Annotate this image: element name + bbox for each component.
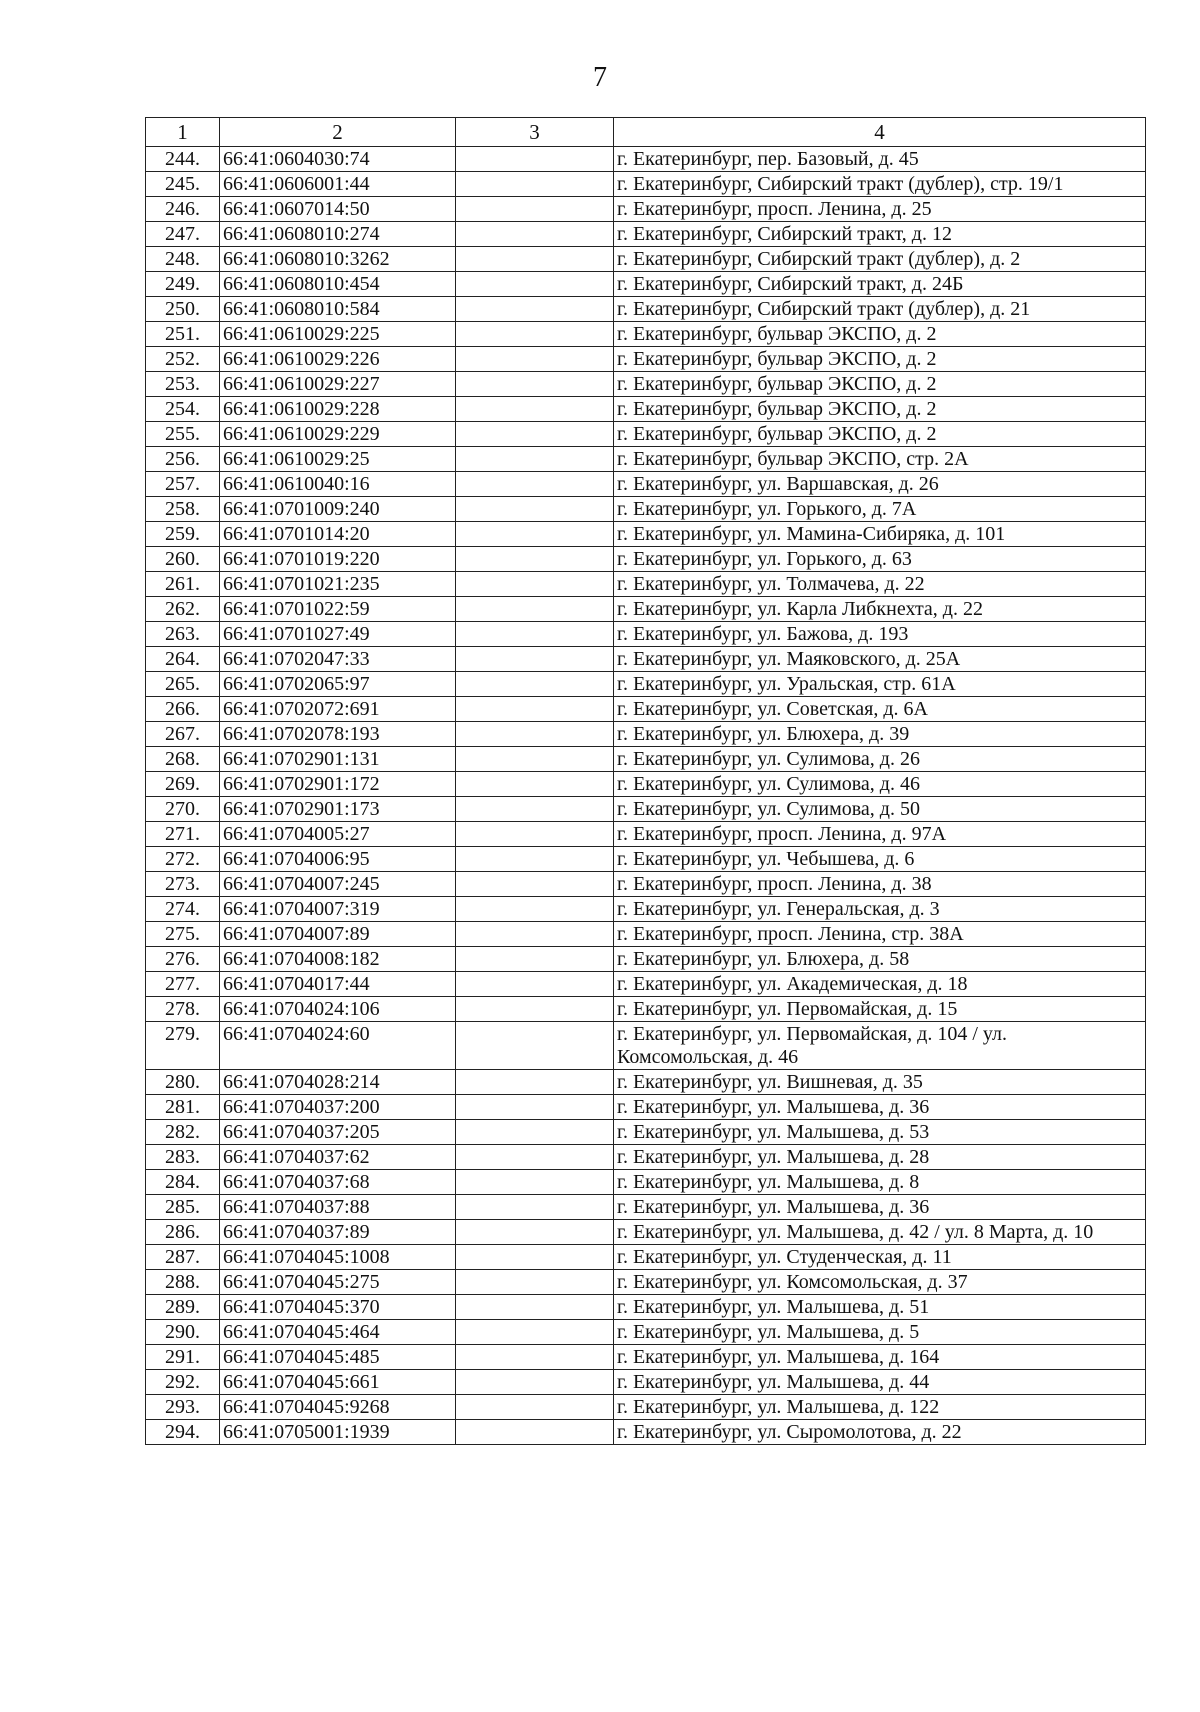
table-row	[146, 797, 1146, 822]
table-row	[146, 622, 1146, 647]
row-number: 287.	[146, 1245, 220, 1270]
table-row	[146, 697, 1146, 722]
column-3-cell	[456, 1070, 614, 1095]
row-number: 274.	[146, 897, 220, 922]
address-cell: г. Екатеринбург, ул. Мамина-Сибиряка, д. 101	[614, 522, 1146, 547]
table-row	[146, 372, 1146, 397]
row-number: 245.	[146, 172, 220, 197]
cadastral-number: 66:41:0604030:74	[220, 147, 456, 172]
row-number: 269.	[146, 772, 220, 797]
address-cell: г. Екатеринбург, ул. Малышева, д. 36	[614, 1195, 1146, 1220]
address-cell: г. Екатеринбург, Сибирский тракт (дублер), д. 21	[614, 297, 1146, 322]
table-row	[146, 997, 1146, 1022]
row-number: 268.	[146, 747, 220, 772]
address-cell: г. Екатеринбург, ул. Сулимова, д. 46	[614, 772, 1146, 797]
column-3-cell	[456, 1295, 614, 1320]
header-col-4: 4	[614, 118, 1146, 147]
column-3-cell	[456, 722, 614, 747]
address-cell: г. Екатеринбург, просп. Ленина, д. 25	[614, 197, 1146, 222]
column-3-cell	[456, 1145, 614, 1170]
table-row	[146, 747, 1146, 772]
column-3-cell	[456, 1420, 614, 1445]
column-3-cell	[456, 347, 614, 372]
address-cell: г. Екатеринбург, пер. Базовый, д. 45	[614, 147, 1146, 172]
address-cell: г. Екатеринбург, ул. Горького, д. 7А	[614, 497, 1146, 522]
row-number: 290.	[146, 1320, 220, 1345]
cadastral-number: 66:41:0702065:97	[220, 672, 456, 697]
cadastral-number: 66:41:0610029:25	[220, 447, 456, 472]
column-3-cell	[456, 422, 614, 447]
address-cell: г. Екатеринбург, ул. Генеральская, д. 3	[614, 897, 1146, 922]
row-number: 272.	[146, 847, 220, 872]
address-cell: г. Екатеринбург, бульвар ЭКСПО, стр. 2А	[614, 447, 1146, 472]
row-number: 256.	[146, 447, 220, 472]
column-3-cell	[456, 1195, 614, 1220]
column-3-cell	[456, 1022, 614, 1070]
table-header	[146, 118, 1146, 147]
address-cell: г. Екатеринбург, бульвар ЭКСПО, д. 2	[614, 347, 1146, 372]
address-cell: г. Екатеринбург, ул. Малышева, д. 164	[614, 1345, 1146, 1370]
table-row	[146, 597, 1146, 622]
cadastral-number: 66:41:0704045:464	[220, 1320, 456, 1345]
table-row	[146, 1320, 1146, 1345]
column-3-cell	[456, 1245, 614, 1270]
column-3-cell	[456, 397, 614, 422]
address-cell: г. Екатеринбург, ул. Малышева, д. 36	[614, 1095, 1146, 1120]
table-row	[146, 322, 1146, 347]
cadastral-number: 66:41:0704037:88	[220, 1195, 456, 1220]
row-number: 273.	[146, 872, 220, 897]
cadastral-number: 66:41:0610029:229	[220, 422, 456, 447]
table-row	[146, 1095, 1146, 1120]
cadastral-number: 66:41:0608010:3262	[220, 247, 456, 272]
address-cell: г. Екатеринбург, ул. Первомайская, д. 104 / ул. Комсомольская, д. 46	[614, 1022, 1146, 1070]
cadastral-number: 66:41:0704024:60	[220, 1022, 456, 1070]
row-number: 251.	[146, 322, 220, 347]
column-3-cell	[456, 497, 614, 522]
cadastral-number: 66:41:0704045:9268	[220, 1395, 456, 1420]
column-3-cell	[456, 947, 614, 972]
cadastral-number: 66:41:0610029:226	[220, 347, 456, 372]
table-row	[146, 472, 1146, 497]
table-row	[146, 1245, 1146, 1270]
row-number: 250.	[146, 297, 220, 322]
address-cell: г. Екатеринбург, ул. Студенческая, д. 11	[614, 1245, 1146, 1270]
cadastral-number: 66:41:0705001:1939	[220, 1420, 456, 1445]
table-row	[146, 1295, 1146, 1320]
registry-table	[145, 117, 1146, 1445]
table-row	[146, 672, 1146, 697]
address-cell: г. Екатеринбург, ул. Маяковского, д. 25А	[614, 647, 1146, 672]
column-3-cell	[456, 1120, 614, 1145]
row-number: 267.	[146, 722, 220, 747]
column-3-cell	[456, 322, 614, 347]
column-3-cell	[456, 297, 614, 322]
header-col-3: 3	[456, 118, 614, 147]
cadastral-number: 66:41:0704037:68	[220, 1170, 456, 1195]
cadastral-number: 66:41:0608010:454	[220, 272, 456, 297]
column-3-cell	[456, 1220, 614, 1245]
row-number: 281.	[146, 1095, 220, 1120]
table-row	[146, 147, 1146, 172]
address-cell: г. Екатеринбург, ул. Блюхера, д. 58	[614, 947, 1146, 972]
cadastral-number: 66:41:0704028:214	[220, 1070, 456, 1095]
address-cell: г. Екатеринбург, ул. Малышева, д. 5	[614, 1320, 1146, 1345]
row-number: 252.	[146, 347, 220, 372]
table-row	[146, 1395, 1146, 1420]
row-number: 292.	[146, 1370, 220, 1395]
cadastral-number: 66:41:0701009:240	[220, 497, 456, 522]
row-number: 261.	[146, 572, 220, 597]
column-3-cell	[456, 572, 614, 597]
address-cell: г. Екатеринбург, ул. Первомайская, д. 15	[614, 997, 1146, 1022]
column-3-cell	[456, 1370, 614, 1395]
table-row	[146, 447, 1146, 472]
address-cell: г. Екатеринбург, бульвар ЭКСПО, д. 2	[614, 372, 1146, 397]
row-number: 288.	[146, 1270, 220, 1295]
cadastral-number: 66:41:0701019:220	[220, 547, 456, 572]
cadastral-number: 66:41:0701021:235	[220, 572, 456, 597]
table-row	[146, 972, 1146, 997]
address-cell: г. Екатеринбург, ул. Карла Либкнехта, д. 22	[614, 597, 1146, 622]
column-3-cell	[456, 997, 614, 1022]
cadastral-number: 66:41:0701014:20	[220, 522, 456, 547]
cadastral-number: 66:41:0704045:370	[220, 1295, 456, 1320]
cadastral-number: 66:41:0704037:200	[220, 1095, 456, 1120]
address-cell: г. Екатеринбург, просп. Ленина, стр. 38А	[614, 922, 1146, 947]
row-number: 266.	[146, 697, 220, 722]
column-3-cell	[456, 272, 614, 297]
row-number: 291.	[146, 1345, 220, 1370]
cadastral-number: 66:41:0702901:173	[220, 797, 456, 822]
cadastral-number: 66:41:0704006:95	[220, 847, 456, 872]
cadastral-number: 66:41:0701022:59	[220, 597, 456, 622]
row-number: 278.	[146, 997, 220, 1022]
header-row	[146, 118, 1146, 147]
table-row	[146, 1120, 1146, 1145]
row-number: 282.	[146, 1120, 220, 1145]
address-cell: г. Екатеринбург, ул. Горького, д. 63	[614, 547, 1146, 572]
column-3-cell	[456, 597, 614, 622]
column-3-cell	[456, 772, 614, 797]
table-row	[146, 1145, 1146, 1170]
column-3-cell	[456, 372, 614, 397]
cadastral-number: 66:41:0704045:485	[220, 1345, 456, 1370]
cadastral-number: 66:41:0704037:89	[220, 1220, 456, 1245]
address-cell: г. Екатеринбург, бульвар ЭКСПО, д. 2	[614, 322, 1146, 347]
column-3-cell	[456, 147, 614, 172]
table-row	[146, 1370, 1146, 1395]
row-number: 276.	[146, 947, 220, 972]
table-row	[146, 297, 1146, 322]
address-cell: г. Екатеринбург, ул. Вишневая, д. 35	[614, 1070, 1146, 1095]
table-row	[146, 1345, 1146, 1370]
column-3-cell	[456, 847, 614, 872]
table-row	[146, 1022, 1146, 1070]
address-cell: г. Екатеринбург, ул. Малышева, д. 8	[614, 1170, 1146, 1195]
table-row	[146, 247, 1146, 272]
row-number: 264.	[146, 647, 220, 672]
table-row	[146, 1195, 1146, 1220]
address-cell: г. Екатеринбург, ул. Сыромолотова, д. 22	[614, 1420, 1146, 1445]
table-row	[146, 1270, 1146, 1295]
column-3-cell	[456, 172, 614, 197]
address-cell: г. Екатеринбург, ул. Толмачева, д. 22	[614, 572, 1146, 597]
row-number: 246.	[146, 197, 220, 222]
row-number: 286.	[146, 1220, 220, 1245]
row-number: 277.	[146, 972, 220, 997]
table-row	[146, 847, 1146, 872]
row-number: 270.	[146, 797, 220, 822]
address-cell: г. Екатеринбург, просп. Ленина, д. 97А	[614, 822, 1146, 847]
address-cell: г. Екатеринбург, ул. Малышева, д. 44	[614, 1370, 1146, 1395]
row-number: 289.	[146, 1295, 220, 1320]
table-row	[146, 922, 1146, 947]
cadastral-number: 66:41:0704045:661	[220, 1370, 456, 1395]
row-number: 262.	[146, 597, 220, 622]
cadastral-number: 66:41:0704007:89	[220, 922, 456, 947]
table-row	[146, 872, 1146, 897]
column-3-cell	[456, 1320, 614, 1345]
cadastral-number: 66:41:0610040:16	[220, 472, 456, 497]
table-row	[146, 547, 1146, 572]
column-3-cell	[456, 797, 614, 822]
cadastral-number: 66:41:0702078:193	[220, 722, 456, 747]
address-cell: г. Екатеринбург, ул. Академическая, д. 18	[614, 972, 1146, 997]
page-number: 7	[593, 62, 607, 93]
row-number: 263.	[146, 622, 220, 647]
column-3-cell	[456, 222, 614, 247]
cadastral-number: 66:41:0704008:182	[220, 947, 456, 972]
address-cell: г. Екатеринбург, ул. Бажова, д. 193	[614, 622, 1146, 647]
table-row	[146, 522, 1146, 547]
table-row	[146, 197, 1146, 222]
cadastral-number: 66:41:0608010:274	[220, 222, 456, 247]
row-number: 284.	[146, 1170, 220, 1195]
address-cell: г. Екатеринбург, просп. Ленина, д. 38	[614, 872, 1146, 897]
table-row	[146, 222, 1146, 247]
column-3-cell	[456, 1095, 614, 1120]
cadastral-number: 66:41:0610029:227	[220, 372, 456, 397]
address-cell: г. Екатеринбург, Сибирский тракт, д. 12	[614, 222, 1146, 247]
column-3-cell	[456, 747, 614, 772]
table-row	[146, 272, 1146, 297]
table-row	[146, 772, 1146, 797]
table-body	[146, 147, 1146, 1445]
table-row	[146, 947, 1146, 972]
column-3-cell	[456, 647, 614, 672]
column-3-cell	[456, 247, 614, 272]
address-cell: г. Екатеринбург, ул. Советская, д. 6А	[614, 697, 1146, 722]
address-cell: г. Екатеринбург, Сибирский тракт (дублер), д. 2	[614, 247, 1146, 272]
cadastral-number: 66:41:0608010:584	[220, 297, 456, 322]
cadastral-number: 66:41:0704045:1008	[220, 1245, 456, 1270]
table-row	[146, 397, 1146, 422]
column-3-cell	[456, 547, 614, 572]
address-cell: г. Екатеринбург, бульвар ЭКСПО, д. 2	[614, 397, 1146, 422]
row-number: 253.	[146, 372, 220, 397]
column-3-cell	[456, 447, 614, 472]
address-cell: г. Екатеринбург, бульвар ЭКСПО, д. 2	[614, 422, 1146, 447]
table-row	[146, 822, 1146, 847]
cadastral-number: 66:41:0610029:225	[220, 322, 456, 347]
address-cell: г. Екатеринбург, ул. Малышева, д. 53	[614, 1120, 1146, 1145]
column-3-cell	[456, 522, 614, 547]
table-row	[146, 1420, 1146, 1445]
row-number: 265.	[146, 672, 220, 697]
row-number: 244.	[146, 147, 220, 172]
row-number: 280.	[146, 1070, 220, 1095]
table-row	[146, 1170, 1146, 1195]
row-number: 257.	[146, 472, 220, 497]
column-3-cell	[456, 622, 614, 647]
table-row	[146, 497, 1146, 522]
cadastral-number: 66:41:0702072:691	[220, 697, 456, 722]
address-cell: г. Екатеринбург, ул. Варшавская, д. 26	[614, 472, 1146, 497]
column-3-cell	[456, 872, 614, 897]
table-row	[146, 1220, 1146, 1245]
row-number: 260.	[146, 547, 220, 572]
cadastral-number: 66:41:0610029:228	[220, 397, 456, 422]
cadastral-number: 66:41:0702901:131	[220, 747, 456, 772]
cadastral-number: 66:41:0704007:245	[220, 872, 456, 897]
column-3-cell	[456, 1170, 614, 1195]
row-number: 285.	[146, 1195, 220, 1220]
table-row	[146, 647, 1146, 672]
address-cell: г. Екатеринбург, ул. Уральская, стр. 61А	[614, 672, 1146, 697]
cadastral-number: 66:41:0704005:27	[220, 822, 456, 847]
row-number: 294.	[146, 1420, 220, 1445]
cadastral-number: 66:41:0704045:275	[220, 1270, 456, 1295]
cadastral-number: 66:41:0607014:50	[220, 197, 456, 222]
column-3-cell	[456, 972, 614, 997]
table-row	[146, 1070, 1146, 1095]
cadastral-number: 66:41:0702047:33	[220, 647, 456, 672]
row-number: 248.	[146, 247, 220, 272]
cadastral-number: 66:41:0704007:319	[220, 897, 456, 922]
address-cell: г. Екатеринбург, ул. Комсомольская, д. 37	[614, 1270, 1146, 1295]
row-number: 271.	[146, 822, 220, 847]
address-cell: г. Екатеринбург, ул. Чебышева, д. 6	[614, 847, 1146, 872]
row-number: 293.	[146, 1395, 220, 1420]
address-cell: г. Екатеринбург, Сибирский тракт (дублер), стр. 19/1	[614, 172, 1146, 197]
header-col-1: 1	[146, 118, 220, 147]
column-3-cell	[456, 1270, 614, 1295]
column-3-cell	[456, 922, 614, 947]
table-row	[146, 422, 1146, 447]
column-3-cell	[456, 697, 614, 722]
address-cell: г. Екатеринбург, ул. Сулимова, д. 26	[614, 747, 1146, 772]
column-3-cell	[456, 822, 614, 847]
cadastral-number: 66:41:0704017:44	[220, 972, 456, 997]
column-3-cell	[456, 672, 614, 697]
row-number: 249.	[146, 272, 220, 297]
table-row	[146, 722, 1146, 747]
row-number: 259.	[146, 522, 220, 547]
address-cell: г. Екатеринбург, ул. Малышева, д. 42 / ул. 8 Марта, д. 10	[614, 1220, 1146, 1245]
table-row	[146, 347, 1146, 372]
cadastral-number: 66:41:0606001:44	[220, 172, 456, 197]
cadastral-number: 66:41:0704037:205	[220, 1120, 456, 1145]
column-3-cell	[456, 897, 614, 922]
row-number: 247.	[146, 222, 220, 247]
row-number: 255.	[146, 422, 220, 447]
header-col-2: 2	[220, 118, 456, 147]
row-number: 258.	[146, 497, 220, 522]
address-cell: г. Екатеринбург, ул. Сулимова, д. 50	[614, 797, 1146, 822]
row-number: 279.	[146, 1022, 220, 1070]
address-cell: г. Екатеринбург, ул. Малышева, д. 28	[614, 1145, 1146, 1170]
cadastral-number: 66:41:0704037:62	[220, 1145, 456, 1170]
column-3-cell	[456, 472, 614, 497]
table-row	[146, 897, 1146, 922]
table-row	[146, 572, 1146, 597]
cadastral-number: 66:41:0704024:106	[220, 997, 456, 1022]
address-cell: г. Екатеринбург, ул. Малышева, д. 51	[614, 1295, 1146, 1320]
table-row	[146, 172, 1146, 197]
row-number: 283.	[146, 1145, 220, 1170]
address-cell: г. Екатеринбург, Сибирский тракт, д. 24Б	[614, 272, 1146, 297]
column-3-cell	[456, 197, 614, 222]
address-cell: г. Екатеринбург, ул. Блюхера, д. 39	[614, 722, 1146, 747]
column-3-cell	[456, 1395, 614, 1420]
row-number: 254.	[146, 397, 220, 422]
cadastral-number: 66:41:0702901:172	[220, 772, 456, 797]
cadastral-number: 66:41:0701027:49	[220, 622, 456, 647]
column-3-cell	[456, 1345, 614, 1370]
address-cell: г. Екатеринбург, ул. Малышева, д. 122	[614, 1395, 1146, 1420]
row-number: 275.	[146, 922, 220, 947]
